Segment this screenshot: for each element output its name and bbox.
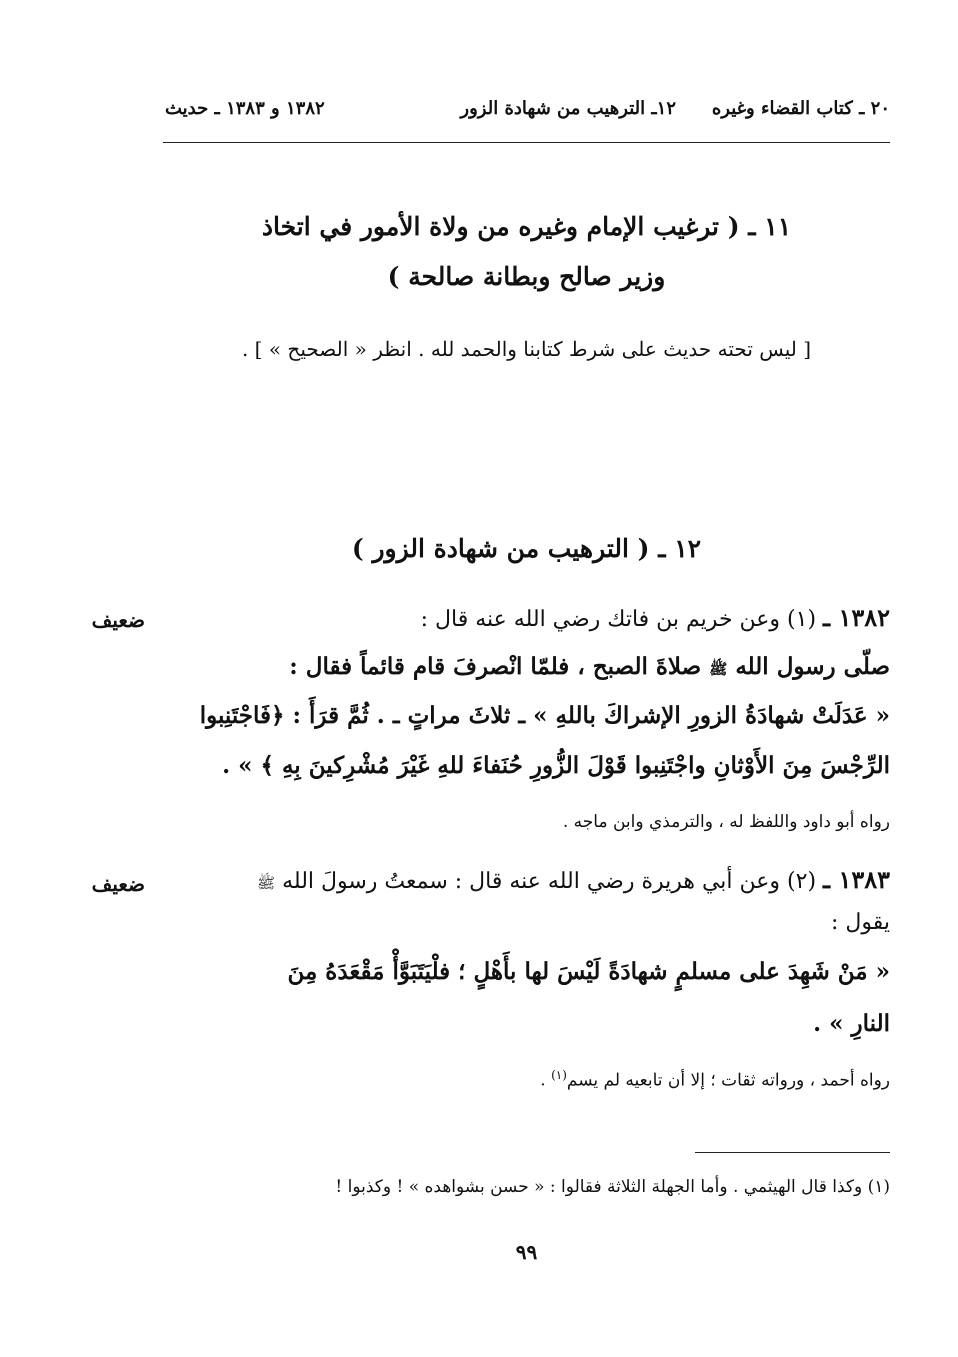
footnote-marker: (١): [551, 1068, 567, 1082]
hadith-1383-grade: ضعيف: [91, 872, 145, 896]
section-12-title: ١٢ ـ ( الترهيب من شهادة الزور ): [351, 534, 702, 563]
hadith-1382-line2-start: صلّى رسول الله: [735, 653, 890, 680]
section-11-title-line2: وزير صالح وبطانة صالحة ): [387, 262, 666, 291]
section-11-note: [ ليس تحته حديث على شرط كتابنا والحمد لله . انظر « الصحيح » ] .: [241, 337, 812, 361]
hadith-1382-line2: [163, 653, 890, 682]
salla-icon: ﷺ: [709, 660, 728, 678]
hadith-1383-line3: « مَنْ شَهِدَ على مسلمٍ شهادَةً لَيْسَ لها بأَهْلٍ ؛ فلْيَتَبَوَّأْ مَقْعَدَهُ مِنَ: [287, 958, 890, 985]
hadith-1382-number: ١٣٨٢ ـ: [823, 603, 890, 632]
header-divider: [163, 142, 890, 143]
hadith-1383-intro: [163, 865, 890, 896]
hadith-1383-line4: النارِ » .: [813, 1010, 890, 1037]
hadith-1383-line2: يقول :: [830, 910, 890, 935]
hadith-1382-intro: [163, 603, 890, 632]
hadith-1383-source: [540, 1068, 890, 1091]
page-number: ٩٩: [515, 1240, 538, 1264]
header-chapter: ٢٠ ـ كتاب القضاء وغيره: [711, 98, 890, 119]
hadith-1382-line3: « عَدَلَتْ شهادَةُ الزورِ الإشراكَ باللهِ » ـ ثلاثَ مراتٍ ـ . ثُمَّ قرَأَ : ﴿فَاجْتَنِبوا: [199, 702, 890, 729]
hadith-1382-grade: ضعيف: [91, 608, 145, 632]
header-section: ١٢ـ الترهيب من شهادة الزور: [460, 98, 676, 119]
hadith-1383-number: ١٣٨٣ ـ: [823, 865, 890, 894]
salla-icon: ﷺ: [257, 874, 276, 892]
header-hadith-range: ١٣٨٢ و ١٣٨٣ ـ حديث: [165, 98, 325, 119]
footnote-text: (١) وكذا قال الهيثمي . وأما الجهلة الثلاثة فقالوا : « حسن بشواهده » ! وكذبوا !: [335, 1177, 890, 1197]
hadith-1383-intro-text: (٢) وعن أبي هريرة رضي الله عنه قال : سمعتُ رسولَ الله: [282, 869, 817, 894]
hadith-1382-intro-text: (١) وعن خريم بن فاتك رضي الله عنه قال :: [420, 607, 817, 632]
hadith-1382-line4: الرِّجْسَ مِنَ الأَوْثانِ واجْتَنِبوا قَوْلَ الزُّورِ حُنَفاءَ للهِ غَيْرَ مُشْرِكينَ بِهِ ﴾ » .: [222, 752, 890, 779]
section-11-title-line1: ١١ ـ ( ترغيب الإمام وغيره من ولاة الأمور في اتخاذ: [261, 212, 792, 241]
hadith-1382-line2-end: صلاةَ الصبح ، فلمّا انْصرفَ قام قائماً فقال :: [289, 653, 702, 680]
footnote-divider: [695, 1152, 890, 1153]
hadith-1383-source-text: رواه أحمد ، ورواته ثقات ؛ إلا أن تابعيه لم يسم: [566, 1070, 890, 1091]
hadith-1382-source: رواه أبو داود واللفظ له ، والترمذي وابن ماجه .: [562, 812, 890, 832]
hadith-1383-source-end: .: [540, 1070, 552, 1091]
